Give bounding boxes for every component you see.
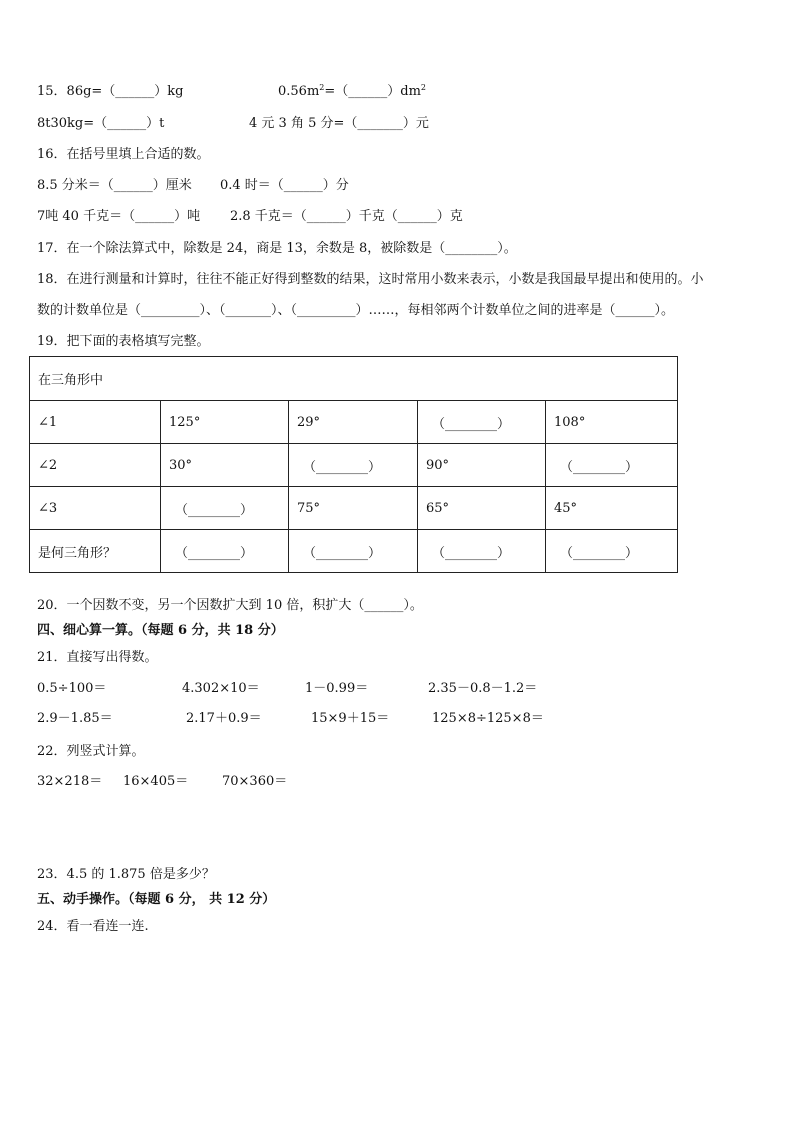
- q16-title: 16．在括号里填上合适的数。: [37, 147, 210, 162]
- q23-text: 23．4.5 的 1.875 倍是多少？: [37, 867, 215, 882]
- table-cell: ∠1: [30, 401, 161, 444]
- triangle-table: [29, 356, 678, 573]
- q21-item: 4.302×10＝: [182, 681, 260, 696]
- q18-line2: 数的计数单位是（_________）、（_______）、（_________）……，每相邻两个计数单位之间的进率是（______）。: [37, 303, 675, 318]
- q21-title: 21．直接写出得数。: [37, 650, 158, 665]
- table-header-cell: 在三角形中: [30, 357, 678, 401]
- table-cell: 30°: [161, 444, 289, 487]
- q16-line2-ton: 7吨 40 千克＝（______）吨: [37, 209, 201, 224]
- q20-text: 20．一个因数不变，另一个因数扩大到 10 倍，积扩大（______）。: [37, 598, 423, 613]
- table-row: [30, 530, 678, 573]
- q21-item: 2.35－0.8－1.2＝: [428, 681, 538, 696]
- q22-item: 70×360＝: [222, 774, 288, 789]
- table-cell: ∠2: [30, 444, 161, 487]
- q22-item: 16×405＝: [123, 774, 189, 789]
- q18-line1: 18．在进行测量和计算时，往往不能正好得到整数的结果，这时常用小数来表示，小数是我国最早提出和使用的。小: [37, 272, 704, 287]
- table-cell-blank: （________）: [161, 487, 289, 530]
- q22-item: 32×218＝: [37, 774, 103, 789]
- q15-line2-yuan: 4 元 3 角 5 分=（_______）元: [249, 116, 429, 131]
- q24-text: 24．看一看连一连.: [37, 919, 149, 934]
- q21-item: 15×9＋15＝: [311, 711, 390, 726]
- table-cell-blank: （________）: [418, 530, 546, 573]
- table-cell: 45°: [546, 487, 678, 530]
- table-cell: 75°: [289, 487, 418, 530]
- q15-line1-kg: 15．86g=（______）kg: [37, 84, 184, 99]
- table-cell-blank: （________）: [161, 530, 289, 573]
- table-cell-blank: （________）: [546, 530, 678, 573]
- table-cell: 65°: [418, 487, 546, 530]
- q15-area-text2: =（______）dm: [324, 84, 421, 99]
- table-row: [30, 401, 678, 444]
- q17-text: 17．在一个除法算式中，除数是 24，商是 13，余数是 8，被除数是（________）。: [37, 241, 517, 256]
- table-row: [30, 487, 678, 530]
- q15-line2-ton: 8t30kg=（______）t: [37, 116, 165, 131]
- table-cell: ∠3: [30, 487, 161, 530]
- section-4-heading: 四、细心算一算。（每题 6 分，共 18 分）: [37, 623, 284, 638]
- q15-line1-area: [278, 83, 426, 101]
- table-cell-blank: （________）: [546, 444, 678, 487]
- q22-title: 22．列竖式计算。: [37, 744, 145, 759]
- q21-item: 2.17＋0.9＝: [186, 711, 262, 726]
- q15-area-sup2: 2: [420, 83, 427, 92]
- q21-item: 125×8÷125×8＝: [432, 711, 544, 726]
- q15-area-text1: 0.56m: [278, 84, 320, 99]
- table-cell: 108°: [546, 401, 678, 444]
- table-cell-blank: （________）: [289, 444, 418, 487]
- q21-item: 0.5÷100＝: [37, 681, 107, 696]
- table-cell: 29°: [289, 401, 418, 444]
- table-cell: 是何三角形？: [30, 530, 161, 573]
- q15-area-sup1: 2: [319, 83, 325, 92]
- q21-item: 1－0.99＝: [305, 681, 369, 696]
- table-cell: 90°: [418, 444, 546, 487]
- q21-item: 2.9－1.85＝: [37, 711, 113, 726]
- table-cell: 125°: [161, 401, 289, 444]
- q16-line1-min: 0.4 时＝（______）分: [220, 178, 349, 193]
- q16-line2-kg: 2.8 千克＝（______）千克（______）克: [230, 209, 463, 224]
- table-cell-blank: （________）: [289, 530, 418, 573]
- q16-line1-cm: 8.5 分米＝（______）厘米: [37, 178, 192, 193]
- table-header-row: [30, 357, 678, 401]
- section-5-heading: 五、动手操作。（每题 6 分， 共 12 分）: [37, 892, 276, 907]
- q19-title: 19．把下面的表格填写完整。: [37, 334, 210, 349]
- table-cell-blank: （________）: [418, 401, 546, 444]
- table-row: [30, 444, 678, 487]
